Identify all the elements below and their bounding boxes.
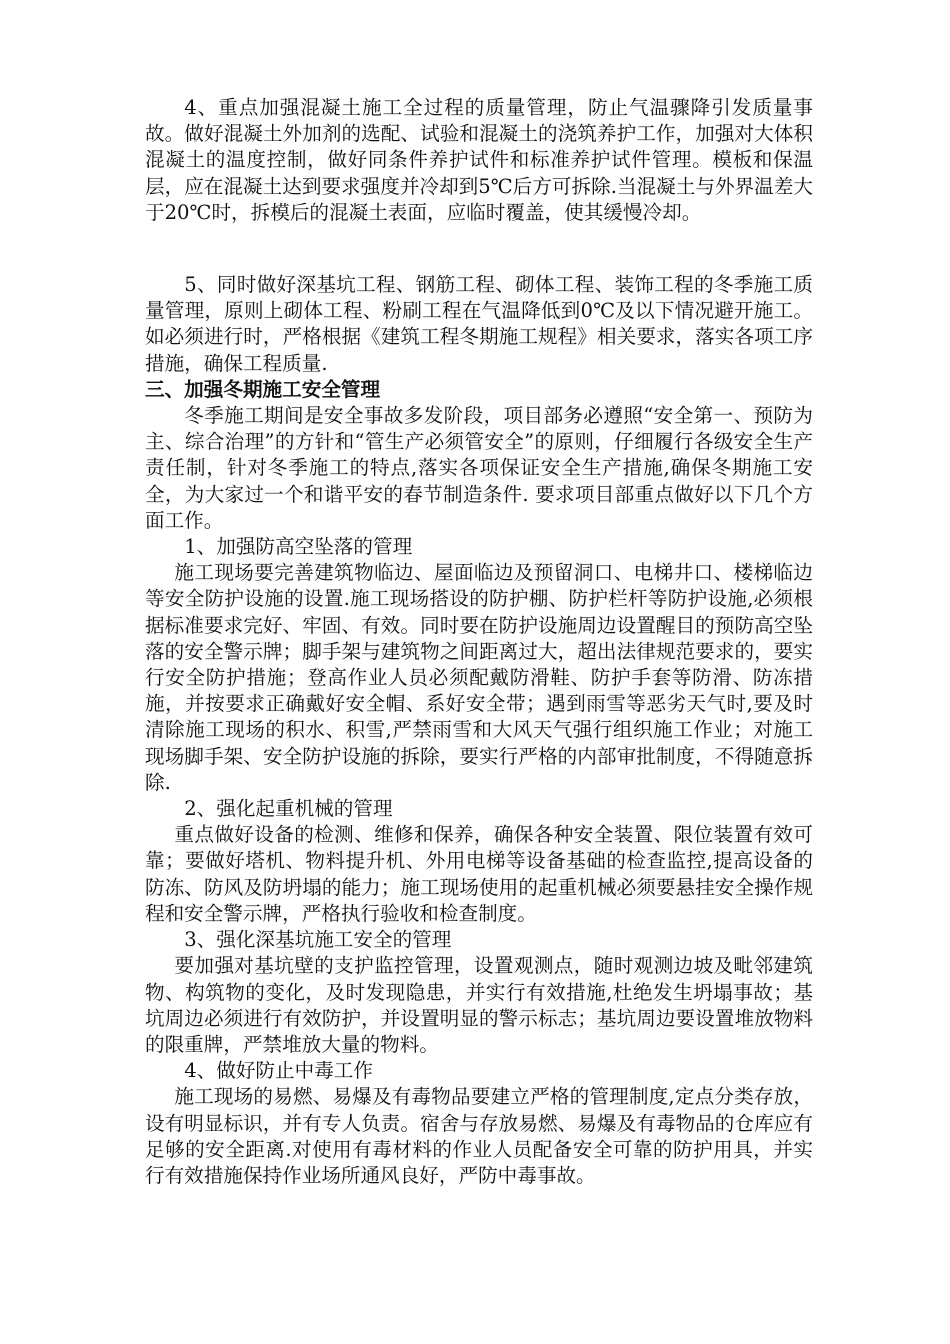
subsection-title-poisoning-prevention: 4、做好防止中毒工作 bbox=[184, 1059, 373, 1083]
subsection-title-fall-prevention: 1、加强防高空坠落的管理 bbox=[184, 535, 413, 559]
paragraph-winter-construction-quality: 5、同时做好深基坑工程、钢筋工程、砌体工程、装饰工程的冬季施工质量管理，原则上砌体工程、粉刷工程在气温降低到0℃及以下情况避开施工。如必须进行时，严格根据《建筑工程冬期施工规程》相关要求，落实各项工序措施，确保工程质量. bbox=[145, 273, 813, 375]
paragraph-safety-intro: 冬季施工期间是安全事故多发阶段，项目部务必遵照“安全第一、预防为主、综合治理”的方针和“管生产必须管安全”的原则，仔细履行各级安全生产责任制，针对冬季施工的特点,落实各项保证安全生产措施,确保冬期施工安全，为大家过一个和谐平安的春节制造条件. 要求项目部重点做好以下几个方面工作。 bbox=[145, 404, 813, 532]
paragraph-lifting-machinery: 重点做好设备的检测、维修和保养，确保各种安全装置、限位装置有效可靠；要做好塔机、物料提升机、外用电梯等设备基础的检查监控,提高设备的防冻、防风及防坍塌的能力；施工现场使用的起重机械必须要悬挂安全操作规程和安全警示牌，严格执行验收和检查制度。 bbox=[145, 823, 813, 925]
paragraph-poisoning-prevention: 施工现场的易燃、易爆及有毒物品要建立严格的管理制度,定点分类存放，设有明显标识，并有专人负责。宿舍与存放易燃、易爆及有毒物品的仓库应有足够的安全距离.对使用有毒材料的作业人员配备安全可靠的防护用具，并实行有效措施保持作业场所通风良好，严防中毒事故。 bbox=[145, 1085, 813, 1187]
section-heading-safety: 三、加强冬期施工安全管理 bbox=[145, 377, 381, 401]
subsection-title-lifting-machinery: 2、强化起重机械的管理 bbox=[184, 797, 393, 821]
paragraph-concrete-quality: 4、重点加强混凝土施工全过程的质量管理，防止气温骤降引发质量事故。做好混凝土外加剂的选配、试验和混凝土的浇筑养护工作，加强对大体积混凝土的温度控制，做好同条件养护试件和标准养护试件管理。模板和保温层，应在混凝土达到要求强度并冷却到5℃后方可拆除.当混凝土与外界温差大于20℃时，拆模后的混凝土表面，应临时覆盖，使其缓慢冷却。 bbox=[145, 96, 813, 224]
paragraph-gap bbox=[145, 226, 813, 272]
paragraph-foundation-pit: 要加强对基坑壁的支护监控管理，设置观测点，随时观测边坡及毗邻建筑物、构筑物的变化，及时发现隐患，并实行有效措施,杜绝发生坍塌事故；基坑周边必须进行有效防护，并设置明显的警示标志；基坑周边要设置堆放物料的限重牌，严禁堆放大量的物料。 bbox=[145, 954, 813, 1056]
subsection-title-foundation-pit: 3、强化深基坑施工安全的管理 bbox=[184, 928, 452, 952]
document-page bbox=[145, 95, 813, 1189]
paragraph-fall-prevention: 施工现场要完善建筑物临边、屋面临边及预留洞口、电梯井口、楼梯临边等安全防护设施的设置.施工现场搭设的防护棚、防护栏杆等防护设施,必须根据标准要求完好、牢固、有效。同时要在防护设施周边设置醒目的预防高空坠落的安全警示牌；脚手架与建筑物之间距离过大，超出法律规范要求的，要实行安全防护措施；登高作业人员必须配戴防滑鞋、防护手套等防滑、防冻措施，并按要求正确戴好安全帽、系好安全带；遇到雨雪等恶劣天气时,要及时清除施工现场的积水、积雪,严禁雨雪和大风天气强行组织施工作业；对施工现场脚手架、安全防护设施的拆除，要实行严格的内部审批制度，不得随意拆除. bbox=[145, 561, 813, 794]
